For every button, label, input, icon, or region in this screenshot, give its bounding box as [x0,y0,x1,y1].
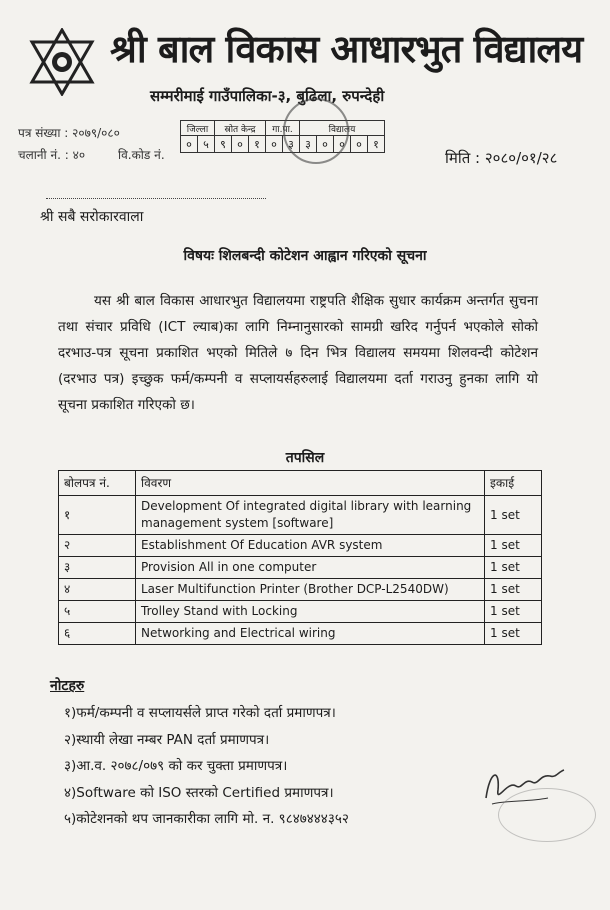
row-unit: 1 set [485,623,542,645]
notice-date: मिति : २०८०/०१/२८ [445,149,558,167]
reference-number: पत्र संख्या : २०७९/०८० [18,126,120,140]
row-number: ६ [59,623,136,645]
notes-title: नोटहरु [50,678,85,694]
header-description: विवरण [136,471,485,496]
header-bid-number: बोलपत्र नं. [59,471,136,496]
row-number: ५ [59,601,136,623]
row-unit: 1 set [485,535,542,557]
code-digit: ० [181,136,198,153]
school-code-label: वि.कोड नं. [118,148,165,162]
school-address: सम्मरीमाई गाउँपालिका-३, बुढिला, रुपन्देही [150,87,385,105]
row-number: ४ [59,579,136,601]
code-digit: ० [334,136,351,153]
notice-subject: विषयः शिलबन्दी कोटेशन आह्वान गरिएको सूचना [183,248,427,264]
note-item: ३)आ.व. २०७८/०७९ को कर चुक्ता प्रमाणपत्र। [64,758,288,774]
row-unit: 1 set [485,579,542,601]
row-description: Laser Multifunction Printer (Brother DCP-L2540DW) [136,579,485,601]
school-seal [283,98,349,164]
code-digit: ३ [283,136,300,153]
table-row [59,496,542,535]
table-row [59,557,542,579]
code-digit: १ [368,136,385,153]
row-unit: 1 set [485,601,542,623]
dispatch-number: चलानी नं. : ४० [18,148,86,162]
note-item: ४)Software को ISO स्तरको Certified प्रमाणपत्र। [64,784,334,801]
table-row [59,579,542,601]
code-digit: ९ [215,136,232,153]
row-description: Development Of integrated digital library with learning management system [software] [136,496,485,535]
row-description: Provision All in one computer [136,557,485,579]
row-number: १ [59,496,136,535]
code-digit: ० [232,136,249,153]
addressee-divider [46,198,266,199]
nepal-emblem-icon [28,28,96,96]
note-item: २)स्थायी लेखा नम्बर PAN दर्ता प्रमाणपत्र। [64,731,270,748]
table-row [59,623,542,645]
row-number: २ [59,535,136,557]
code-digit: ० [351,136,368,153]
table-header-row [59,471,542,496]
note-item: ५)कोटेशनको थप जानकारीका लागि मो. न. ९८४७४४४३५२ [64,811,349,827]
code-digit: ० [317,136,334,153]
notice-body [58,288,538,418]
table-row [59,601,542,623]
code-header-district: जिल्ला [181,121,215,136]
code-header-municipality: गा.पा. [266,121,300,136]
code-digit: ५ [198,136,215,153]
official-stamp [498,788,596,842]
table-row [59,535,542,557]
note-item: १)फर्म/कम्पनी व सप्लायर्सले प्राप्त गरेको दर्ता प्रमाणपत्र। [64,705,336,721]
code-digit: १ [249,136,266,153]
addressee: श्री सबै सरोकारवाला [40,209,144,225]
row-unit: 1 set [485,496,542,535]
notes-list [64,700,524,833]
notice-body-text: यस श्री बाल विकास आधारभुत विद्यालयमा राष्ट्रपति शैक्षिक सुधार कार्यक्रम अन्तर्गत सुचना तथा संचार प्रविधि (ICT ल्याब)का लागि निम्नानुसारको सामग्री खरिद गर्नुपर्न भएकोले सोको दरभाउ-पत्र सूचना प्रकाशित भएको मितिले ७ दिन भित्र विद्यालय समयमा शिलवन्दी कोटेशन (दरभाउ पत्र) इच्छुक फर्म/कम्पनी व सप्लायर्सहरुलाई विद्यालयमा दर्ता गराउनु हुनका लागि यो सूचना प्रकाशित गरिएको छ। [58,293,538,413]
code-digit: ३ [300,136,317,153]
items-table [58,470,542,645]
code-digit: ० [266,136,283,153]
row-description: Networking and Electrical wiring [136,623,485,645]
row-description: Establishment Of Education AVR system [136,535,485,557]
code-header-school: विद्यालय [300,121,385,136]
row-unit: 1 set [485,557,542,579]
row-number: ३ [59,557,136,579]
table-title: तपसिल [285,450,325,466]
code-header-resource-center: स्रोत केन्द्र [215,121,266,136]
row-description: Trolley Stand with Locking [136,601,485,623]
school-name: श्री बाल विकास आधारभुत विद्यालय [110,27,583,71]
header-unit: इकाई [485,471,542,496]
